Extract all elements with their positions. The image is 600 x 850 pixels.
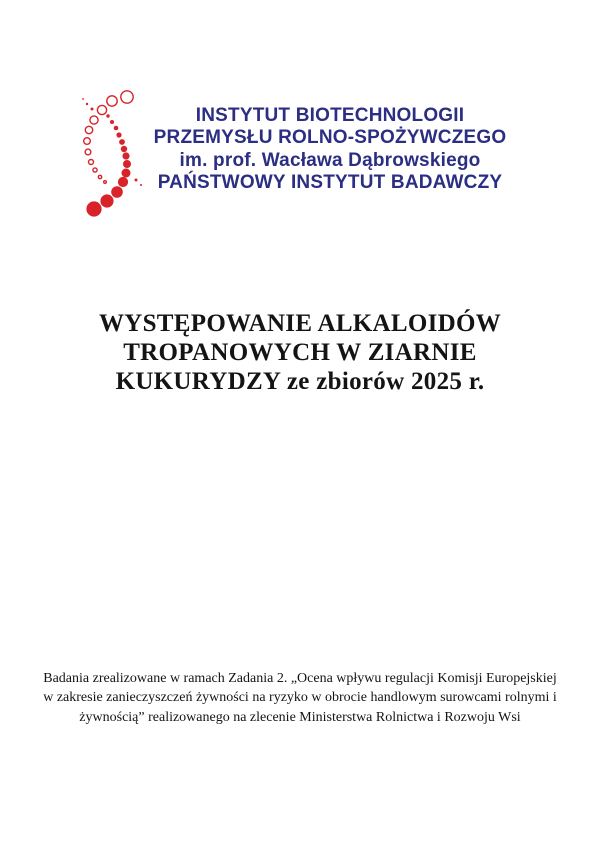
report-title-line-2: TROPANOWYCH W ZIARNIE bbox=[123, 339, 477, 366]
institute-name bbox=[130, 105, 530, 195]
institute-name-line-1: INSTYTUT BIOTECHNOLOGII bbox=[195, 105, 465, 126]
institute-name-line-2: PRZEMYSŁU ROLNO-SPOŻYWCZEGO bbox=[153, 127, 507, 149]
funding-note-line-2: w zakresie zanieczyszczeń żywności na ryzyko w obrocie handlowym surowcami rolnymi i bbox=[43, 690, 557, 706]
funding-note-line-3: żywnością” realizowanego na zlecenie Ministerstwa Rolnictwa i Rozwoju Wsi bbox=[79, 709, 521, 725]
report-title bbox=[0, 309, 600, 396]
report-title-line-1: WYSTĘPOWANIE ALKALOIDÓW bbox=[98, 310, 502, 337]
report-title-line-3: KUKURYDZY ze zbiorów 2025 r. bbox=[115, 368, 485, 395]
institute-name-line-3: im. prof. Wacława Dąbrowskiego bbox=[179, 149, 481, 171]
institute-name-line-4: PAŃSTWOWY INSTYTUT BADAWCZY bbox=[157, 172, 503, 194]
funding-note bbox=[30, 669, 570, 727]
funding-note-line-1: Badania zrealizowane w ramach Zadania 2. „Ocena wpływu regulacji Komisji Europejskiej bbox=[43, 671, 557, 686]
